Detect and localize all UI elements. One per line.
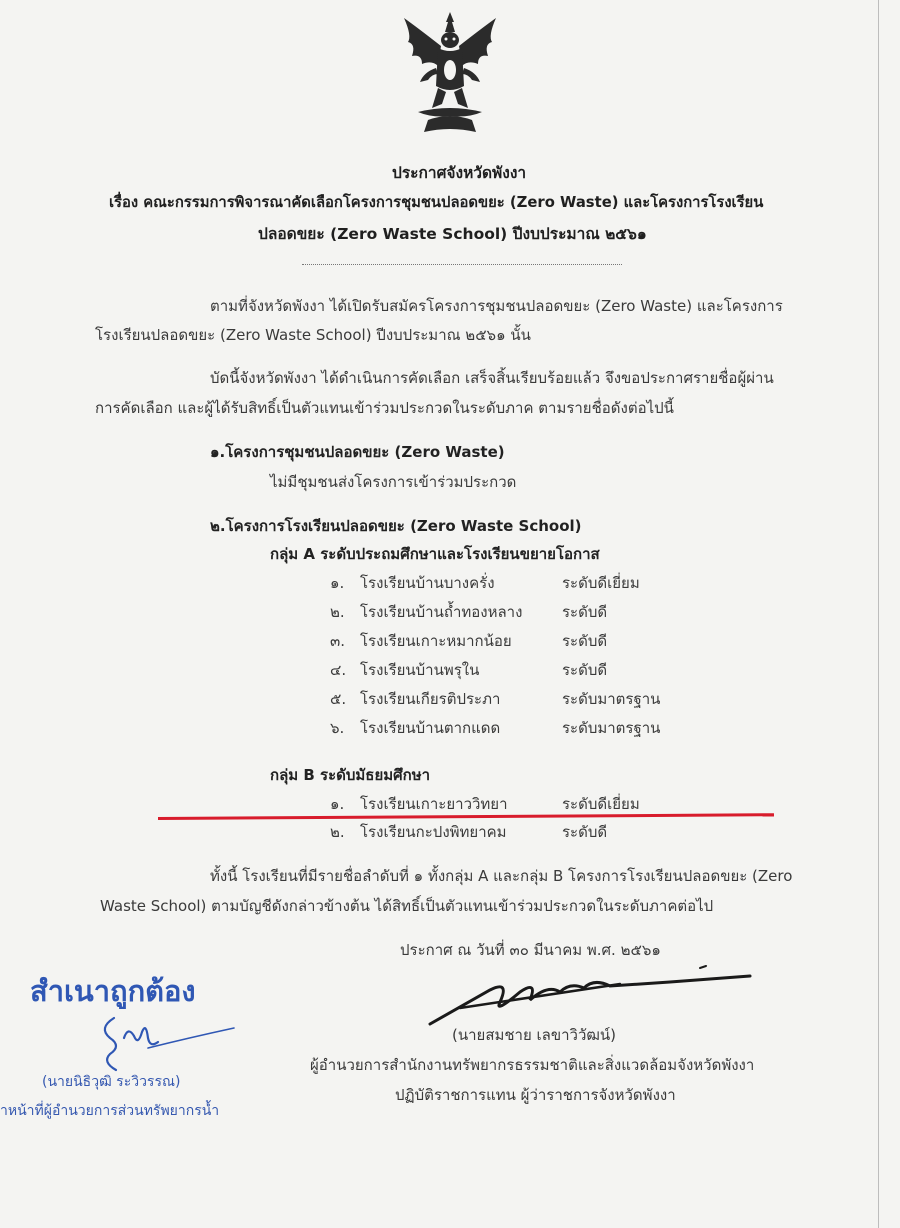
paragraph-1-line-2: โรงเรียนปลอดขยะ (Zero Waste School) ปีงบประมาณ ๒๕๖๑ นั้น [95, 326, 531, 344]
group-a-item-number: ๒. [330, 603, 345, 621]
group-a-heading: กลุ่ม A ระดับประถมศึกษาและโรงเรียนขยายโอกาส [270, 545, 600, 563]
section-2-heading: ๒.โครงการโรงเรียนปลอดขยะ (Zero Waste School) [210, 517, 582, 535]
group-b-item-level: ระดับดี [562, 823, 608, 841]
paragraph-2-line-2: การคัดเลือก และผู้ได้รับสิทธิ์เป็นตัวแทนเข้าร่วมประกวดในระดับภาค ตามรายชื่อดังต่อไปนี้ [95, 399, 674, 417]
group-a-item-number: ๔. [330, 661, 347, 679]
section-1-note: ไม่มีชุมชนส่งโครงการเข้าร่วมประกวด [270, 473, 517, 491]
group-a-item-level: ระดับดี [562, 603, 608, 621]
group-a-item-number: ๓. [330, 632, 346, 650]
handwritten-signature-icon [88, 1008, 238, 1080]
group-a-item-level: ระดับดี [562, 632, 608, 650]
group-a-item-level: ระดับดี [562, 661, 608, 679]
section-1-heading: ๑.โครงการชุมชนปลอดขยะ (Zero Waste) [210, 443, 505, 461]
signatory-title: ผู้อำนวยการสำนักงานทรัพยากรธรรมชาติและสิ่งแวดล้อมจังหวัดพังงา [310, 1056, 755, 1074]
group-a-item-number: ๑. [330, 574, 345, 592]
subject-line-2: ปลอดขยะ (Zero Waste School) ปีงบประมาณ ๒๕๖๑ [258, 225, 647, 243]
date-line: ประกาศ ณ วันที่ ๓๐ มีนาคม พ.ศ. ๒๕๖๑ [400, 941, 661, 959]
scan-edge-line [878, 0, 879, 1228]
group-a-item-school: โรงเรียนบ้านพรุใน [360, 661, 480, 679]
group-b-item-number: ๒. [330, 823, 345, 841]
signature-icon [420, 962, 755, 1032]
group-a-item-number: ๕. [330, 690, 347, 708]
group-b-item-school: โรงเรียนเกาะยาววิทยา [360, 795, 508, 813]
group-a-item-school: โรงเรียนบ้านถ้ำทองหลาง [360, 603, 523, 621]
closing-line-1: ทั้งนี้ โรงเรียนที่มีรายชื่อลำดับที่ ๑ ทั้งกลุ่ม A และกลุ่ม B โครงการโรงเรียนปลอดขยะ (Zero [210, 867, 793, 885]
group-a-item-level: ระดับมาตรฐาน [562, 719, 661, 737]
document-title: ประกาศจังหวัดพังงา [392, 164, 527, 182]
closing-line-2: Waste School) ตามบัญชีดังกล่าวข้างต้น ได้สิทธิ์เป็นตัวแทนเข้าร่วมประกวดในระดับภาคต่อไป [100, 897, 714, 915]
paragraph-2-line-1: บัดนี้จังหวัดพังงา ได้ดำเนินการคัดเลือก เสร็จสิ้นเรียบร้อยแล้ว จึงขอประกาศรายชื่อผู้ผ่าน [210, 369, 774, 387]
group-a-item-level: ระดับมาตรฐาน [562, 690, 661, 708]
group-a-item-school: โรงเรียนเกียรติประภา [360, 690, 501, 708]
group-a-item-school: โรงเรียนเกาะหมากน้อย [360, 632, 512, 650]
signatory-acting: ปฏิบัติราชการแทน ผู้ว่าราชการจังหวัดพังงา [395, 1086, 676, 1104]
group-b-item-school: โรงเรียนกะปงพิทยาคม [360, 823, 507, 841]
paragraph-1-line-1: ตามที่จังหวัดพังงา ได้เปิดรับสมัครโครงการชุมชนปลอดขยะ (Zero Waste) และโครงการ [210, 297, 783, 315]
group-a-item-number: ๖. [330, 719, 345, 737]
signatory-name: (นายสมชาย เลขาวิวัฒน์) [452, 1026, 617, 1044]
certifier-name: (นายนิธิวุฒิ ระวิวรรณ) [42, 1074, 181, 1090]
group-b-item-level: ระดับดีเยี่ยม [562, 795, 640, 813]
garuda-emblem-icon [398, 8, 502, 138]
group-a-item-level: ระดับดีเยี่ยม [562, 574, 640, 592]
certified-copy-stamp: สำเนาถูกต้อง [30, 974, 196, 1008]
group-a-item-school: โรงเรียนบ้านบางครั่ง [360, 574, 495, 592]
group-a-item-school: โรงเรียนบ้านตากแดด [360, 719, 501, 737]
subject-line-1: เรื่อง คณะกรรมการพิจารณาคัดเลือกโครงการชุมชนปลอดขยะ (Zero Waste) และโครงการโรงเรียน [109, 194, 764, 211]
group-b-item-number: ๑. [330, 795, 345, 813]
certifier-position: าหน้าที่ผู้อำนวยการส่วนทรัพยากรน้ำ [0, 1103, 220, 1119]
header-divider [302, 264, 622, 265]
group-b-heading: กลุ่ม B ระดับมัธยมศึกษา [270, 766, 431, 784]
red-underline-annotation [158, 813, 774, 820]
